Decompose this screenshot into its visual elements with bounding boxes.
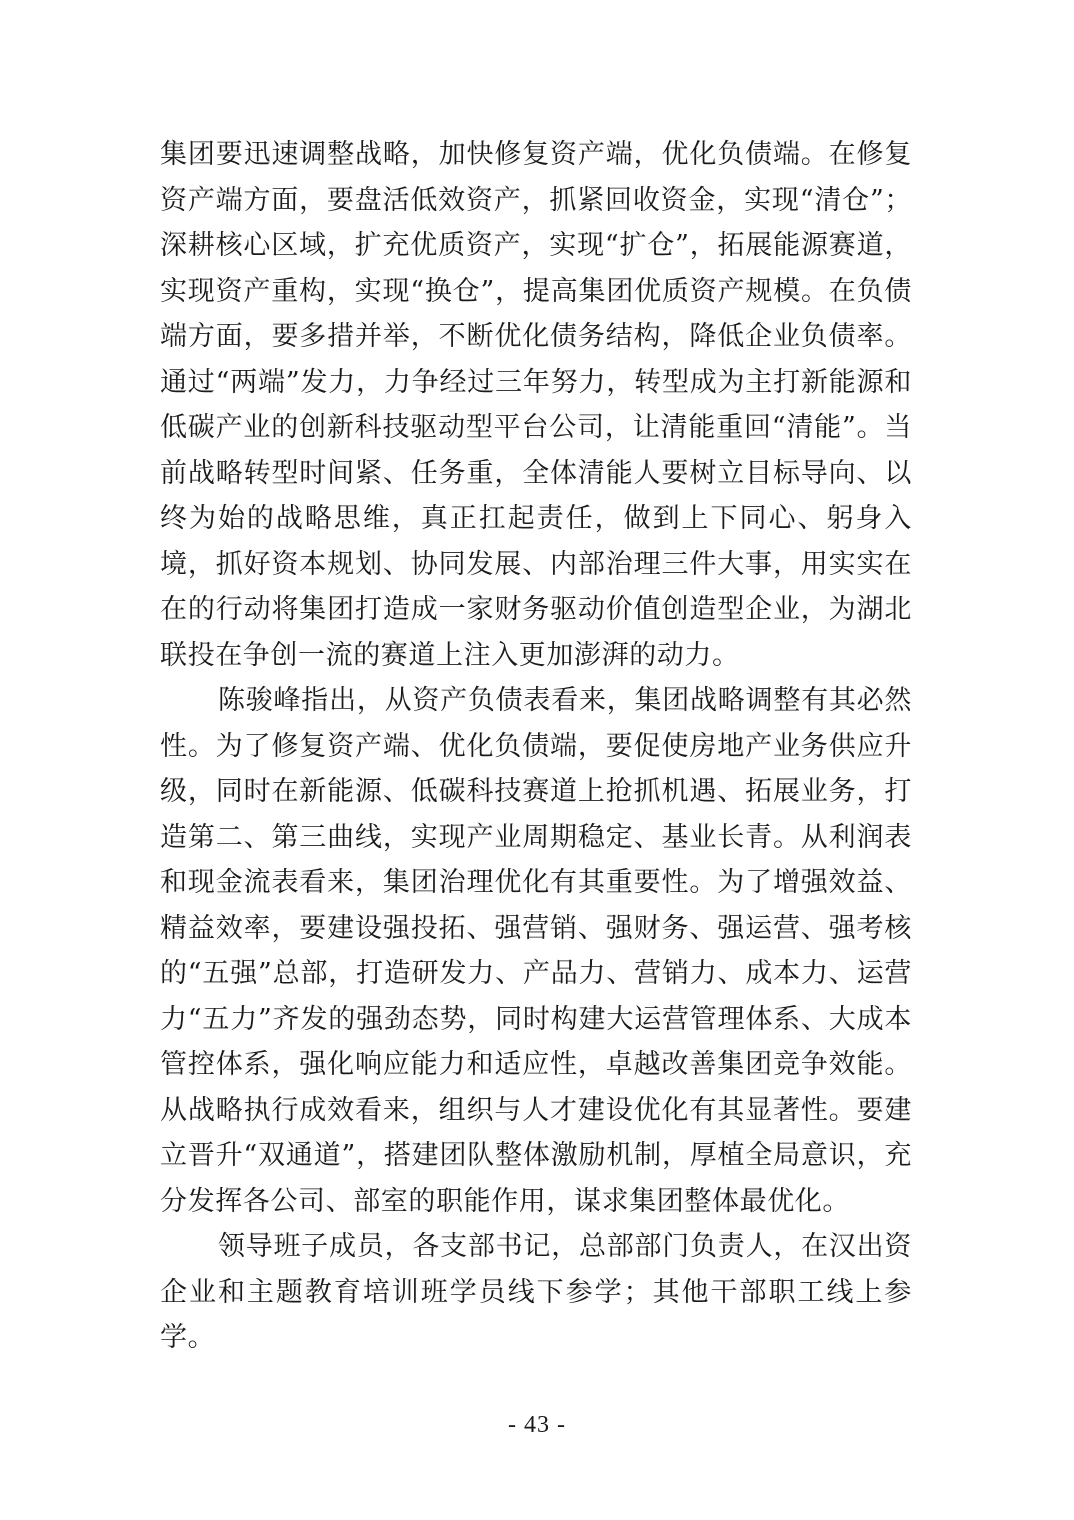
paragraph-attendance: 领导班子成员，各支部书记，总部部门负责人，在汉出资企业和主题教育培训班学员线下参学；其他干部职工线上参学。 bbox=[160, 1231, 912, 1353]
page-number: - 43 - bbox=[508, 1412, 566, 1438]
paragraph-strategy-continued: 集团要迅速调整战略，加快修复资产端，优化负债端。在修复资产端方面，要盘活低效资产，抓紧回收资金，实现“清仓”；深耕核心区域，扩充优质资产，实现“扩仓”，拓展能源赛道，实现资产重构，实现“换仓”，提高集团优质资产规模。在负债端方面，要多措并举，不断优化债务结构，降低企业负债率。通过“两端”发力，力争经过三年努力，转型成为主打新能源和低碳产业的创新科技驱动型平台公司，让清能重回“清能”。当前战略转型时间紧、任务重，全体清能人要树立目标导向、以终为始的战略思维，真正扛起责任，做到上下同心、躬身入境，抓好资本规划、协同发展、内部治理三件大事，用实实在在的行动将集团打造成一家财务驱动价值创造型企业，为湖北联投在争创一流的赛道上注入更加澎湃的动力。 bbox=[160, 139, 912, 671]
paragraph-chen-junfeng-remarks: 陈骏峰指出，从资产负债表看来，集团战略调整有其必然性。为了修复资产端、优化负债端，要促使房地产业务供应升级，同时在新能源、低碳科技赛道上抢抓机遇、拓展业务，打造第二、第三曲线，实现产业周期稳定、基业长青。从利润表和现金流表看来，集团治理优化有其重要性。为了增强效益、精益效率，要建设强投拓、强营销、强财务、强运营、强考核的“五强”总部，打造研发力、产品力、营销力、成本力、运营力“五力”齐发的强劲态势，同时构建大运营管理体系、大成本管控体系，强化响应能力和适应性，卓越改善集团竞争效能。从战略执行成效看来，组织与人才建设优化有其显著性。要建立晋升“双通道”，搭建团队整体激励机制，厚植全局意识，充分发挥各公司、部室的职能作用，谋求集团整体最优化。 bbox=[160, 685, 912, 1217]
body-text bbox=[160, 132, 912, 1361]
